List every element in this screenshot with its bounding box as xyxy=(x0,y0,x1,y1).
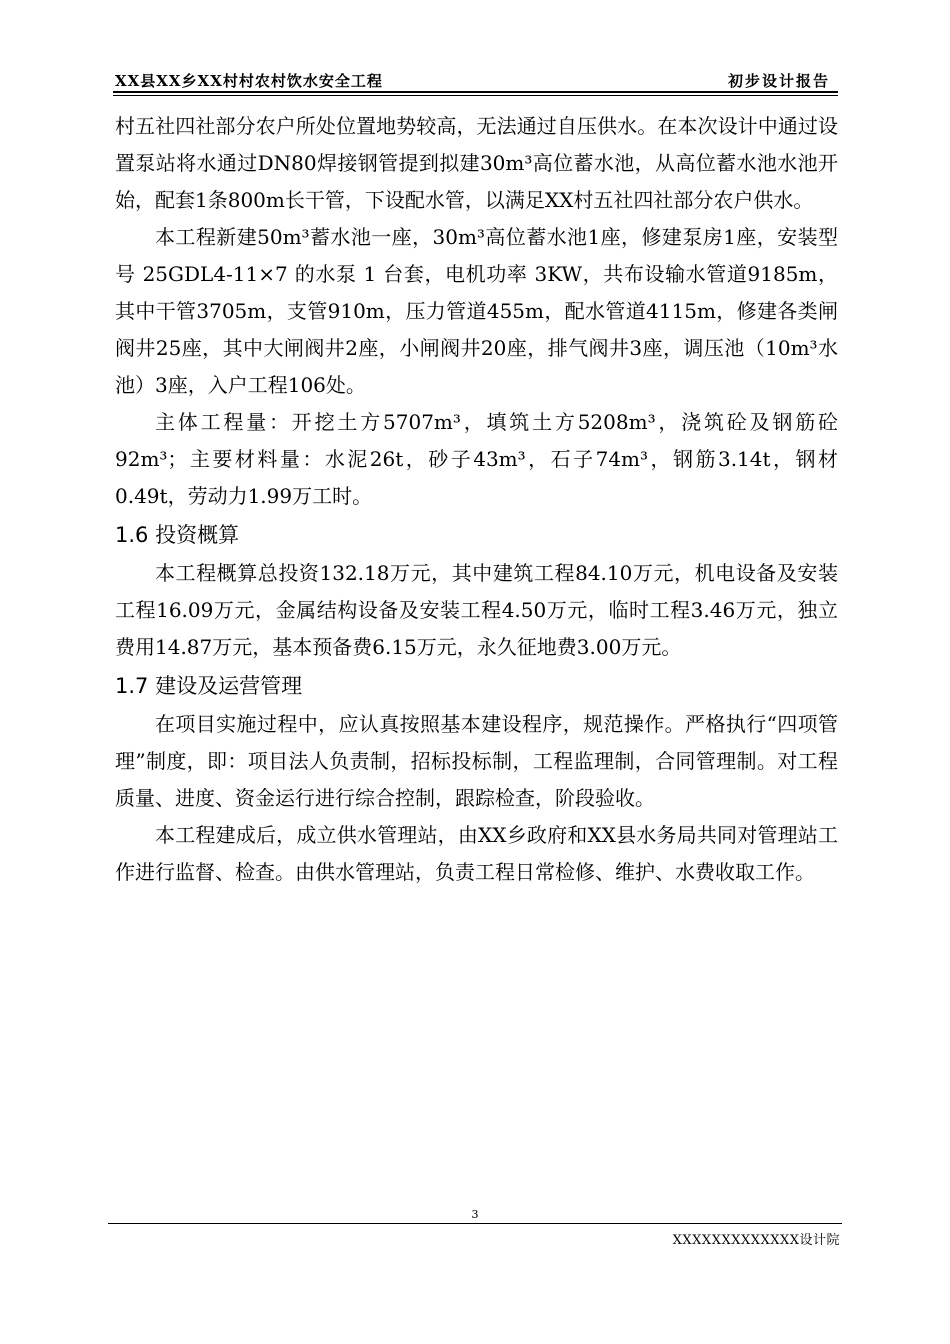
section-heading-management: 1.7 建设及运营管理 xyxy=(115,674,303,698)
paragraph-project-scope: 本工程新建50m³蓄水池一座，30m³高位蓄水池1座，修建泵房1座，安装型号 25GDL4-11×7 的水泵 1 台套，电机功率 3KW，共布设输水管道9185m，其中干管3705m，支管910m，压力管道455m，配水管道4115m，修建各类闸阀井25座，其中大闸阀井2座，小闸阀井20座，排气阀井3座，调压池（10m³水池）3座，入户工程106处。 xyxy=(115,225,838,397)
paragraph-implementation: 在项目实施过程中，应认真按照基本建设程序，规范操作。严格执行“四项管理”制度，即：项目法人负责制，招标投标制，工程监理制，合同管理制。对工程质量、进度、资金运行进行综合控制，跟踪检查，阶段验收。 xyxy=(115,712,838,810)
page-header xyxy=(113,66,838,94)
document-body xyxy=(115,108,838,891)
page-footer xyxy=(108,1205,842,1265)
footer-organization: XXXXXXXXXXXXX设计院 xyxy=(672,1233,840,1248)
header-rule-thin xyxy=(113,95,838,96)
footer-rule xyxy=(108,1223,842,1224)
section-heading-investment: 1.6 投资概算 xyxy=(115,523,240,547)
paragraph-operation: 本工程建成后，成立供水管理站，由XX乡政府和XX县水务局共同对管理站工作进行监督、检查。由供水管理站，负责工程日常检修、维护、水费收取工作。 xyxy=(115,823,838,884)
paragraph-quantities: 主体工程量：开挖土方5707m³，填筑土方5208m³，浇筑砼及钢筋砼92m³；主要材料量：水泥26t，砂子43m³，石子74m³，钢筋3.14t，钢材0.49t，劳动力1.99万工时。 xyxy=(115,410,838,508)
paragraph-continued: 村五社四社部分农户所处位置地势较高，无法通过自压供水。在本次设计中通过设置泵站将水通过DN80焊接钢管提到拟建30m³高位蓄水池，从高位蓄水池水池开始，配套1条800m长干管，下设配水管，以满足XX村五社四社部分农户供水。 xyxy=(115,114,838,212)
page-number: 3 xyxy=(471,1208,479,1221)
header-document-type: 初步设计报告 xyxy=(727,72,830,90)
header-rule-thick xyxy=(113,91,838,93)
paragraph-investment: 本工程概算总投资132.18万元，其中建筑工程84.10万元，机电设备及安装工程16.09万元，金属结构设备及安装工程4.50万元，临时工程3.46万元，独立费用14.87万元，基本预备费6.15万元，永久征地费3.00万元。 xyxy=(115,561,838,659)
header-project-title: XX县XX乡XX村村农村饮水安全工程 xyxy=(115,72,383,90)
